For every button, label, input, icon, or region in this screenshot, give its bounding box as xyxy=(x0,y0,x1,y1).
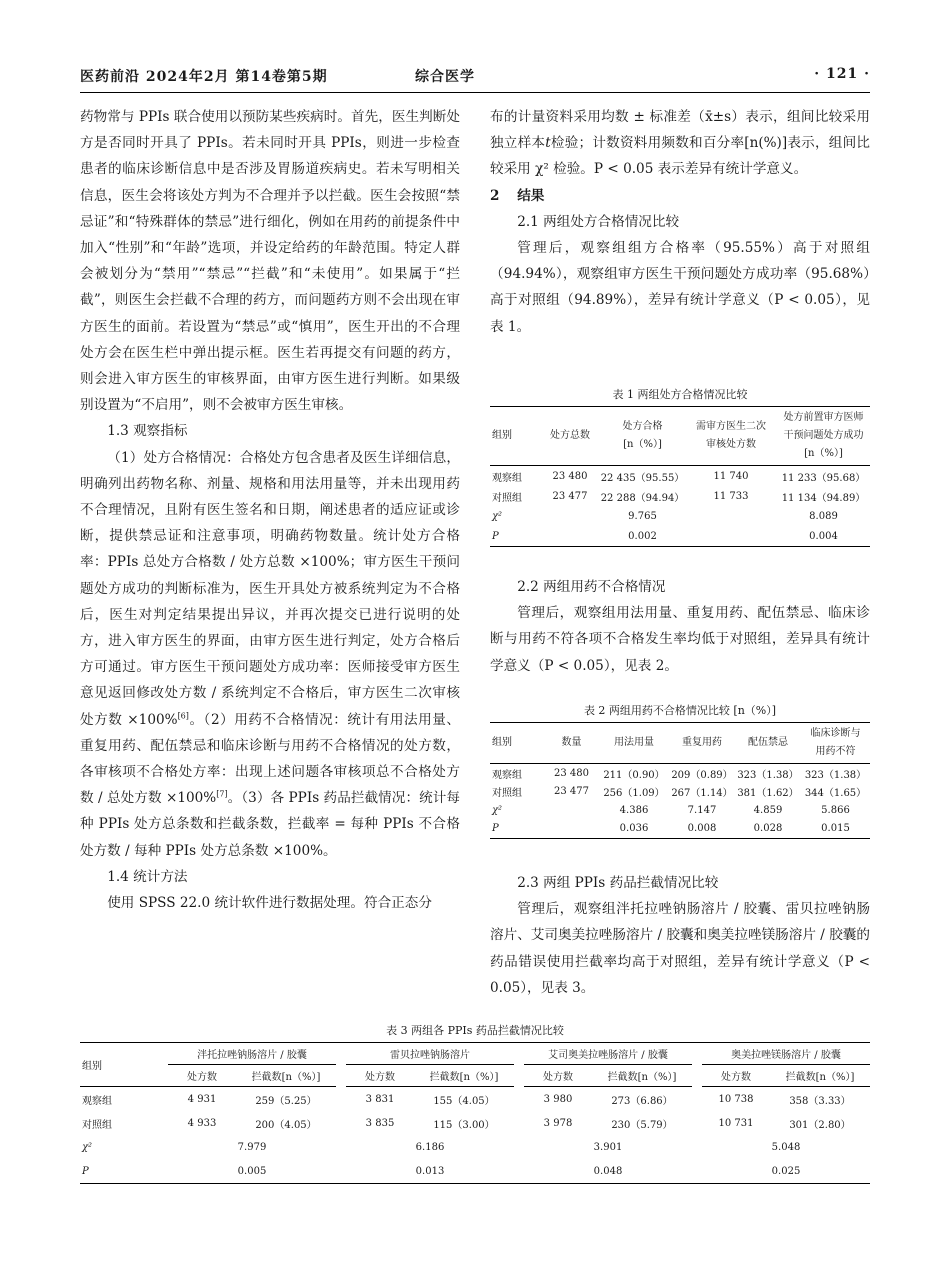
t1-header-qualified: 处方合格 [n（%）] xyxy=(600,407,685,466)
table-2-caption: 表 2 两组用药不合格情况比较 [n（%）] xyxy=(583,704,777,717)
t2-p-label: P xyxy=(492,823,499,835)
t3-cell: 155（4.05） xyxy=(433,1095,495,1107)
paragraph-observation xyxy=(80,445,460,864)
paragraph-continued: 药物常与 PPIs 联合使用以预防某些疾病时。首先，医生判断处方是否同时开具了 PPIs。若未同时开具 PPIs，则进一步检查患者的临床诊断信息中是否涉及胃肠道疾病史。若未写明相关信息，医生会将该处方判为不合理并予以拦截。医生会按照“禁忌证”和“特殊群体的禁忌”进行细化，例如在用药的前提条件中加入“性别”和“年龄”选项，并设定给药的年龄范围。特定人群会被划分为“禁用”“禁忌”“拦截”和“未使用”。如果属于“拦截”，则医生会拦截不合理的药方，而问题药方则不会出现在审方医生的面前。若设置为“禁忌”或“慎用”，医生开出的不合理处方会在医生栏中弹出提示框。医生若再提交有问题的药方，则会进入审方医生的审核界面，由审方医生进行判断。如果级别设置为“不启用”，则不会被审方医生审核。 xyxy=(80,109,460,414)
t1-cell: 11 733 xyxy=(713,490,749,502)
journal-info: 医药前沿 2024年2月 第14卷第5期 xyxy=(80,69,328,85)
table-2 xyxy=(490,722,870,839)
t2-cell: 4.859 xyxy=(753,804,783,816)
t1-cell: 0.004 xyxy=(809,530,838,542)
t2-cell: 323（1.38） xyxy=(737,769,799,781)
right-column-2-2 xyxy=(490,574,870,679)
table-row xyxy=(490,466,870,487)
t3-header-drug-2: 雷贝拉唑钠肠溶片 xyxy=(346,1043,514,1065)
table-row xyxy=(80,1135,870,1159)
t1-p-label: P xyxy=(492,530,499,542)
t2-header-group: 组别 xyxy=(490,723,544,764)
t2-chi-label: χ² xyxy=(492,804,503,816)
heading-results xyxy=(490,183,870,209)
t2-cell: 5.866 xyxy=(821,804,850,816)
t1-cell: 23 477 xyxy=(552,490,588,502)
obs-text-b: 。（2）用药不合格情况：统计有用法用量、重复用药、配伍禁忌和临床诊断与用药不合格情况的处方数，各审核项不合格处方率：出现上述问题各审核项总不合格处方数 / 总处方数 ×100% xyxy=(80,711,460,807)
table-row xyxy=(490,820,870,839)
t2-cell: 4.386 xyxy=(619,804,649,816)
t3-cell: 0.013 xyxy=(415,1165,445,1177)
t2-cell: 267（1.14） xyxy=(671,788,733,800)
t1-cell: 0.002 xyxy=(628,530,657,542)
t2-cell: 23 477 xyxy=(554,786,589,798)
t1-cell: 9.765 xyxy=(628,510,657,522)
t1-chi-label: χ² xyxy=(492,510,503,522)
t3-cell: 3.901 xyxy=(593,1141,623,1153)
t2-cell: 0.028 xyxy=(753,823,783,835)
heading-2-2: 2.2 两组用药不合格情况 xyxy=(517,579,666,595)
t3-cell: 5.048 xyxy=(771,1141,801,1153)
t3-cell: 对照组 xyxy=(82,1119,112,1131)
section-name: 综合医学 xyxy=(415,69,475,85)
t3-header-group: 组别 xyxy=(80,1043,168,1087)
t3-cell: 259（5.25） xyxy=(255,1095,317,1107)
paragraph-statistics: 使用 SPSS 22.0 统计软件进行数据处理。符合正态分 xyxy=(107,895,432,912)
t1-cell: 22 435（95.55） xyxy=(600,472,685,484)
table-row xyxy=(490,764,870,783)
t3-sub-rate: 拦截数[n（%）] xyxy=(236,1065,336,1087)
t3-cell: 7.979 xyxy=(237,1141,267,1153)
paragraph-2-1: 管理后，观察组组方合格率（95.55%）高于对照组（94.94%），观察组审方医生干预问题处方成功率（95.68%）高于对照组（94.89%），差异有统计学意义（P < 0.05），见表 1。 xyxy=(490,240,870,335)
t3-cell: 3 978 xyxy=(543,1117,573,1129)
t2-cell: 256（1.09） xyxy=(603,788,665,800)
ref-6: [6] xyxy=(177,711,189,721)
t1-cell: 11 740 xyxy=(713,470,749,482)
t1-cell: 观察组 xyxy=(492,472,522,484)
t3-header-drug-3: 艾司奥美拉唑肠溶片 / 胶囊 xyxy=(524,1043,692,1065)
t2-cell: 7.147 xyxy=(687,804,717,816)
t1-cell: 11 134（94.89） xyxy=(781,492,866,504)
table-row xyxy=(490,801,870,820)
t3-cell: 3 835 xyxy=(365,1117,395,1129)
table-row xyxy=(490,526,870,547)
heading-1-3: 1.3 观察指标 xyxy=(107,423,188,440)
stat-text-b: 检验；计数资料用频数和百分率[n(%)]表示，组间比较采用 χ² 检验。P < 0.05 表示差异有统计学意义。 xyxy=(490,135,871,178)
header-rule xyxy=(80,92,870,93)
t3-cell: 0.048 xyxy=(593,1165,623,1177)
t1-cell: 22 288（94.94） xyxy=(600,492,685,504)
t3-cell: 200（4.05） xyxy=(255,1119,317,1131)
obs-text-c: 。（3）各 PPIs 药品拦截情况：统计每种 PPIs 处方总条数和拦截条数，拦截率 = 每种 PPIs 不合格处方数 / 每种 PPIs 处方总条数 ×100%。 xyxy=(80,790,460,859)
paragraph-statistics-cont xyxy=(490,104,870,183)
t3-cell: 6.186 xyxy=(415,1141,445,1153)
table-1-caption: 表 1 两组处方合格情况比较 xyxy=(612,388,748,401)
t1-cell: 对照组 xyxy=(492,492,522,504)
stat-t: t xyxy=(545,135,551,152)
t2-cell: 209（0.89） xyxy=(671,769,733,781)
t2-header-usage: 用法用量 xyxy=(599,723,669,764)
t1-header-group: 组别 xyxy=(490,407,540,466)
t3-sub-rate: 拦截数[n（%）] xyxy=(414,1065,514,1087)
t3-cell: 301（2.80） xyxy=(789,1119,851,1131)
table-row xyxy=(80,1111,870,1135)
t3-cell: 4 933 xyxy=(187,1117,217,1129)
t1-header-total: 处方总数 xyxy=(540,407,600,466)
t2-header-duplicate: 重复用药 xyxy=(669,723,735,764)
heading-1-4: 1.4 统计方法 xyxy=(107,868,188,885)
t3-cell: 10 738 xyxy=(718,1093,754,1105)
t2-header-incompat: 配伍禁忌 xyxy=(735,723,801,764)
t2-cell: 344（1.65） xyxy=(804,788,867,800)
table-1 xyxy=(490,406,870,547)
t1-cell: 11 233（95.68） xyxy=(781,472,866,484)
t3-cell: 10 731 xyxy=(718,1117,754,1129)
table-3-caption: 表 3 两组各 PPIs 药品拦截情况比较 xyxy=(386,1024,564,1037)
t3-header-drug-1: 泮托拉唑钠肠溶片 / 胶囊 xyxy=(168,1043,336,1065)
t3-cell: 观察组 xyxy=(82,1095,112,1107)
table-row xyxy=(490,783,870,802)
t2-cell: 观察组 xyxy=(492,769,522,781)
t3-sub-count: 处方数 xyxy=(524,1065,592,1087)
t2-header-count: 数量 xyxy=(544,723,599,764)
t2-cell: 0.036 xyxy=(619,823,649,835)
obs-text-a: （1）处方合格情况：合格处方包含患者及医生详细信息，明确列出药物名称、剂量、规格和用法用量等，并未出现用药不合理情况，且附有医生签名和日期，阐述患者的适应证或诊断，提供禁忌证和注意事项，明确药物数量。统计处方合格率：PPIs 总处方合格数 / 处方总数 ×100%；审方医生干预问题处方成功的判断标准为，医生开具处方被系统判定为不合格后，医生对判定结果提出异议，并再次提交已进行说明的处方，进入审方医生的界面，由审方医生进行判定，处方合格后方可通过。审方医生干预问题处方成功率：医师接受审方医生意见返回修改处方数 / 系统判定不合格后，审方医生二次审核处方数 ×100% xyxy=(80,449,460,728)
t2-cell: 对照组 xyxy=(492,788,522,800)
paragraph-2-2: 管理后，观察组用法用量、重复用药、配伍禁忌、临床诊断与用药不符各项不合格发生率均低于对照组，差异具有统计学意义（P < 0.05），见表 2。 xyxy=(490,605,870,674)
page-number: · 121 · xyxy=(814,66,870,82)
t3-cell: 0.025 xyxy=(771,1165,801,1177)
t3-sub-rate: 拦截数[n（%）] xyxy=(592,1065,692,1087)
right-column-2-3 xyxy=(490,870,870,1001)
t3-sub-count: 处方数 xyxy=(702,1065,770,1087)
right-column xyxy=(490,104,870,340)
t2-cell: 0.008 xyxy=(687,823,717,835)
left-column xyxy=(80,104,460,916)
stat-text-a: 布的计量资料采用均数 ± 标准差（x̄±s）表示，组间比较采用独立样本 xyxy=(490,109,870,152)
t3-cell: 115（3.00） xyxy=(433,1119,495,1131)
t1-cell: 8.089 xyxy=(809,510,838,522)
paragraph-2-3: 管理后，观察组泮托拉唑钠肠溶片 / 胶囊、雷贝拉唑钠肠溶片、艾司奥美拉唑肠溶片 / 胶囊和奥美拉唑镁肠溶片 / 胶囊的药品错误使用拦截率均高于对照组，差异有统计学意义（P < 0.05），见表 3。 xyxy=(490,901,870,996)
t3-cell: 358（3.33） xyxy=(789,1095,851,1107)
table-3 xyxy=(80,1042,870,1184)
table-row xyxy=(490,486,870,506)
t2-cell: 23 480 xyxy=(554,767,589,779)
t3-sub-rate: 拦截数[n（%）] xyxy=(770,1065,870,1087)
t3-cell: 0.005 xyxy=(237,1165,267,1177)
heading-2-3: 2.3 两组 PPIs 药品拦截情况比较 xyxy=(517,875,719,891)
t2-cell: 381（1.62） xyxy=(737,788,799,800)
heading-results-text: 结果 xyxy=(517,187,545,204)
table-row xyxy=(80,1087,870,1112)
t3-cell: 273（6.86） xyxy=(611,1095,673,1107)
t2-cell: 323（1.38） xyxy=(804,769,867,781)
t3-sub-count: 处方数 xyxy=(168,1065,236,1087)
t3-chi-label: χ² xyxy=(82,1141,93,1153)
t2-cell: 211（0.90） xyxy=(603,769,665,781)
t3-cell: 230（5.79） xyxy=(611,1119,673,1131)
t3-cell: 4 931 xyxy=(187,1093,217,1105)
t3-cell: 3 980 xyxy=(543,1093,573,1105)
t1-cell: 23 480 xyxy=(552,470,588,482)
t1-header-secondary: 需审方医生二次 审核处方数 xyxy=(685,407,777,466)
t3-sub-count: 处方数 xyxy=(346,1065,414,1087)
ref-7: [7] xyxy=(216,789,228,799)
t2-header-diagnosis: 临床诊断与 用药不符 xyxy=(801,723,870,764)
t3-header-drug-4: 奥美拉唑镁肠溶片 / 胶囊 xyxy=(702,1043,870,1065)
table-row xyxy=(80,1159,870,1184)
t3-p-label: P xyxy=(82,1165,89,1177)
t1-header-success: 处方前置审方医师 干预问题处方成功 [n（%）] xyxy=(777,407,870,466)
t3-cell: 3 831 xyxy=(365,1093,395,1105)
t2-cell: 0.015 xyxy=(821,823,850,835)
running-header xyxy=(80,66,870,88)
heading-2-1: 2.1 两组处方合格情况比较 xyxy=(517,213,680,230)
heading-results-number: 2 xyxy=(490,187,500,204)
table-row xyxy=(490,506,870,526)
